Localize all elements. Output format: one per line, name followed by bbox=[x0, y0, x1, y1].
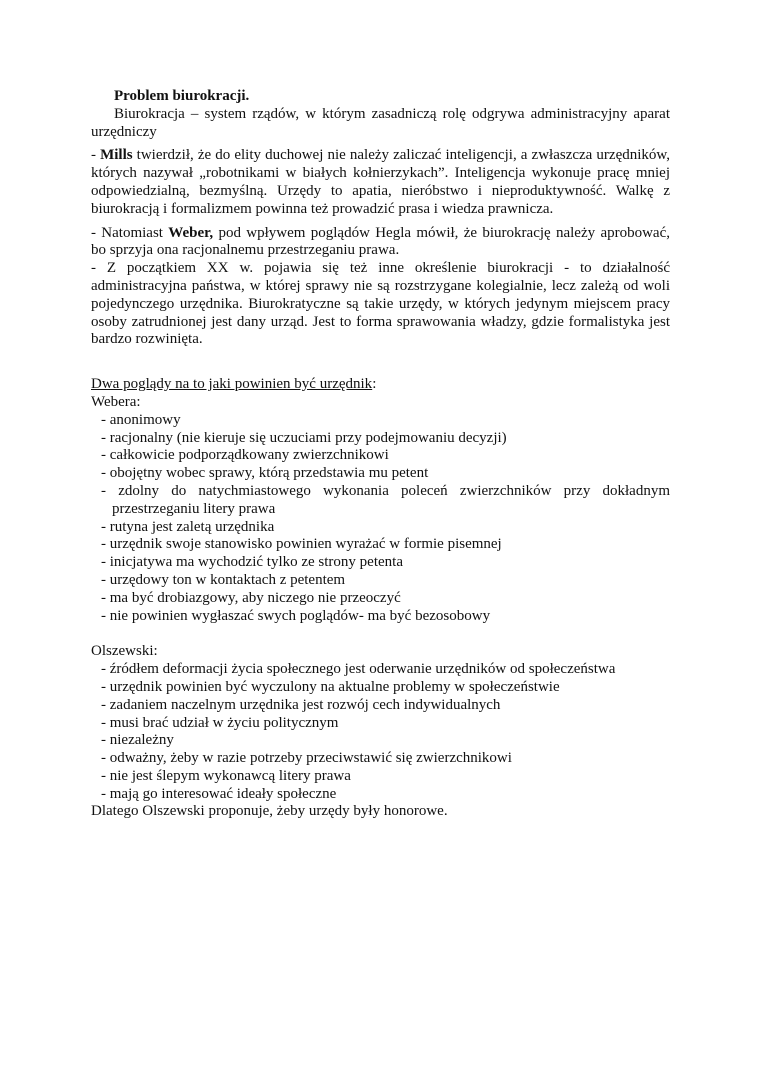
list-item: - urzędnik powinien być wyczulony na aktualne problemy w społeczeństwie bbox=[101, 679, 670, 697]
xx-century-paragraph: - Z początkiem XX w. pojawia się też inne określenie biurokracji - to działalność administracyjna państwa, w której sprawy nie są rozstrzygane kolegialnie, lecz zależą od woli pojedynczego urzędnika. Biurokratyczne są takie urzędy, w których jedynym miejscem pracy osoby zatrudnionej jest dany urząd. Jest to forma sprawowania władzy, gdzie formalistyka jest bardzo rozwinięta. bbox=[91, 260, 670, 348]
list-item: - urzędnik swoje stanowisko powinien wyrażać w formie pisemnej bbox=[101, 536, 670, 554]
list-item: - racjonalny (nie kieruje się uczuciami przy podejmowaniu decyzji) bbox=[101, 430, 670, 448]
weber-paragraph bbox=[91, 225, 670, 261]
list-item: - całkowicie podporządkowany zwierzchnikowi bbox=[101, 447, 670, 465]
list-item: - mają go interesować ideały społeczne bbox=[101, 786, 670, 804]
views-heading-colon: : bbox=[372, 376, 377, 393]
weber-list bbox=[91, 412, 670, 626]
list-item: - odważny, żeby w razie potrzeby przeciwstawić się zwierzchnikowi bbox=[101, 750, 670, 768]
list-item: - źródłem deformacji życia społecznego jest oderwanie urzędników od społeczeństwa bbox=[101, 661, 670, 679]
list-item: - musi brać udział w życiu politycznym bbox=[101, 715, 670, 733]
list-item: - zadaniem naczelnym urzędnika jest rozwój cech indywidualnych bbox=[101, 697, 670, 715]
list-item: - nie powinien wygłaszać swych poglądów- ma być bezosobowy bbox=[101, 608, 670, 626]
weber-list-label: Webera: bbox=[91, 393, 141, 410]
views-heading bbox=[91, 376, 670, 394]
mills-paragraph bbox=[91, 147, 670, 218]
weber-text: pod wpływem poglądów Hegla mówił, że biurokrację należy aprobować, bo sprzyja ona racjonalnemu przestrzeganiu prawa. bbox=[91, 224, 670, 259]
weber-prefix: - Natomiast bbox=[91, 224, 169, 241]
mills-text: twierdził, że do elity duchowej nie należy zaliczać inteligencji, a zwłaszcza urzędników, których nazywał „robotnikami w białych kołnierzykach”. Inteligencja wykonuje pracę mniej odpowiedzialną, bezmyślną. Urzędy to apatia, nieróbstwo i nieproduktywność. Walkę z biurokracją i formalizmem powinna też prowadzić prasa i wiedza prawnicza. bbox=[91, 147, 671, 217]
olszewski-list-label: Olszewski: bbox=[91, 643, 158, 660]
definition-paragraph: Biurokracja – system rządów, w którym zasadniczą rolę odgrywa administracyjny aparat urzędniczy bbox=[91, 105, 670, 140]
list-item: - urzędowy ton w kontaktach z petentem bbox=[101, 572, 670, 590]
mills-prefix: - bbox=[91, 147, 101, 164]
document-page bbox=[91, 88, 670, 821]
olszewski-list bbox=[91, 661, 670, 803]
list-item: - inicjatywa ma wychodzić tylko ze strony petenta bbox=[101, 554, 670, 572]
list-item: - anonimowy bbox=[101, 412, 670, 430]
list-item: - nie jest ślepym wykonawcą litery prawa bbox=[101, 768, 670, 786]
list-item: - rutyna jest zaletą urzędnika bbox=[101, 519, 670, 537]
list-item: - niezależny bbox=[101, 732, 670, 750]
list-item: - obojętny wobec sprawy, którą przedstawia mu petent bbox=[101, 465, 670, 483]
views-heading-text: Dwa poglądy na to jaki powinien być urzędnik bbox=[91, 376, 373, 393]
mills-name: Mills bbox=[100, 147, 133, 164]
document-title: Problem biurokracji. bbox=[114, 88, 250, 104]
list-item: - ma być drobiazgowy, aby niczego nie przeoczyć bbox=[101, 590, 670, 608]
conclusion: Dlatego Olszewski proponuje, żeby urzędy były honorowe. bbox=[91, 803, 448, 820]
list-item: - zdolny do natychmiastowego wykonania poleceń zwierzchników przy dokładnym przestrzeganiu litery prawa bbox=[101, 483, 670, 519]
weber-name: Weber, bbox=[168, 224, 214, 241]
